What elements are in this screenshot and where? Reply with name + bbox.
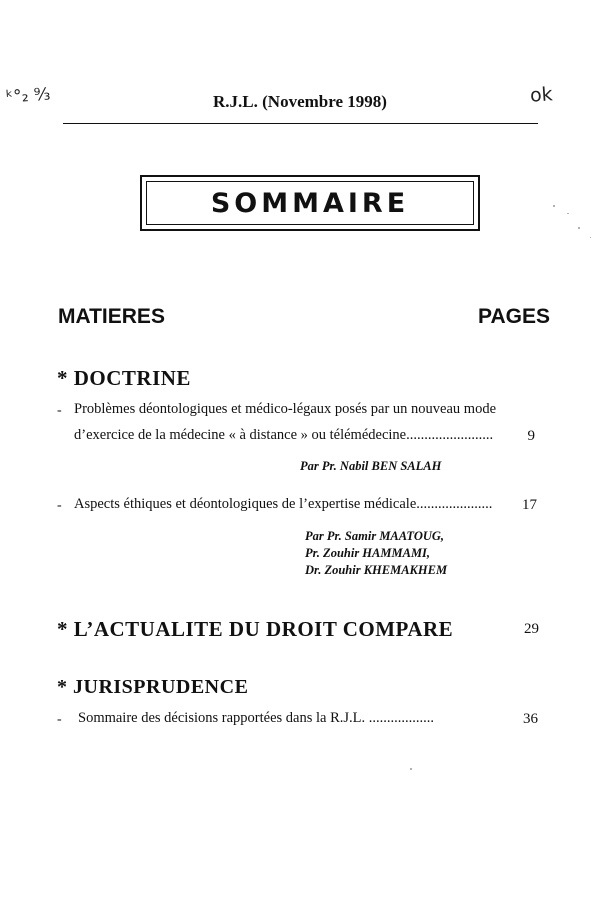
toc-title: SOMMAIRE [210, 187, 410, 219]
entry-text-line: Aspects éthiques et déontologiques de l’expertise médicale..................... [74, 496, 493, 512]
sommaire-frame [140, 175, 480, 231]
header-divider [63, 123, 538, 124]
section-title-droit-compare: * L’ACTUALITE DU DROIT COMPARE [57, 617, 454, 641]
journal-header: R.J.L. (Novembre 1998) [213, 92, 387, 111]
entry-author: Pr. Zouhir HAMMAMI, [305, 546, 431, 560]
entry-text-line: d’exercice de la médecine « à distance » ou télémédecine........................ [74, 427, 494, 443]
entry-text-line: Problèmes déontologiques et médico-légaux posés par un nouveau mode [74, 401, 497, 417]
entry-dash: - [57, 403, 62, 418]
scan-speck [410, 768, 412, 770]
entry-text-line: Sommaire des décisions rapportées dans la R.J.L. .................. [78, 710, 434, 726]
entry-page-number: 36 [523, 711, 538, 727]
entry-author: Dr. Zouhir KHEMAKHEM [305, 563, 448, 577]
column-header-pages: PAGES [478, 305, 550, 328]
column-header-matieres: MATIERES [58, 305, 165, 328]
scan-speck [553, 205, 555, 207]
scan-speck [590, 237, 591, 238]
entry-author: Par Pr. Samir MAATOUG, [305, 529, 445, 543]
scan-speck [578, 227, 580, 229]
sommaire-inner-frame [146, 181, 474, 225]
handwritten-annotation-right: ok [529, 83, 554, 107]
entry-dash: - [57, 712, 62, 727]
entry-page-number: 17 [522, 497, 537, 513]
section-title-jurisprudence: * JURISPRUDENCE [57, 676, 249, 698]
section-title-doctrine: * DOCTRINE [57, 366, 191, 390]
entry-author: Par Pr. Nabil BEN SALAH [300, 459, 442, 473]
section-page-number: 29 [524, 621, 539, 637]
handwritten-annotation-left: ᵏ°₂ ⁹⁄₃ [5, 84, 52, 108]
entry-dash: - [57, 498, 62, 513]
entry-page-number: 9 [527, 428, 535, 444]
scan-speck [567, 213, 569, 214]
